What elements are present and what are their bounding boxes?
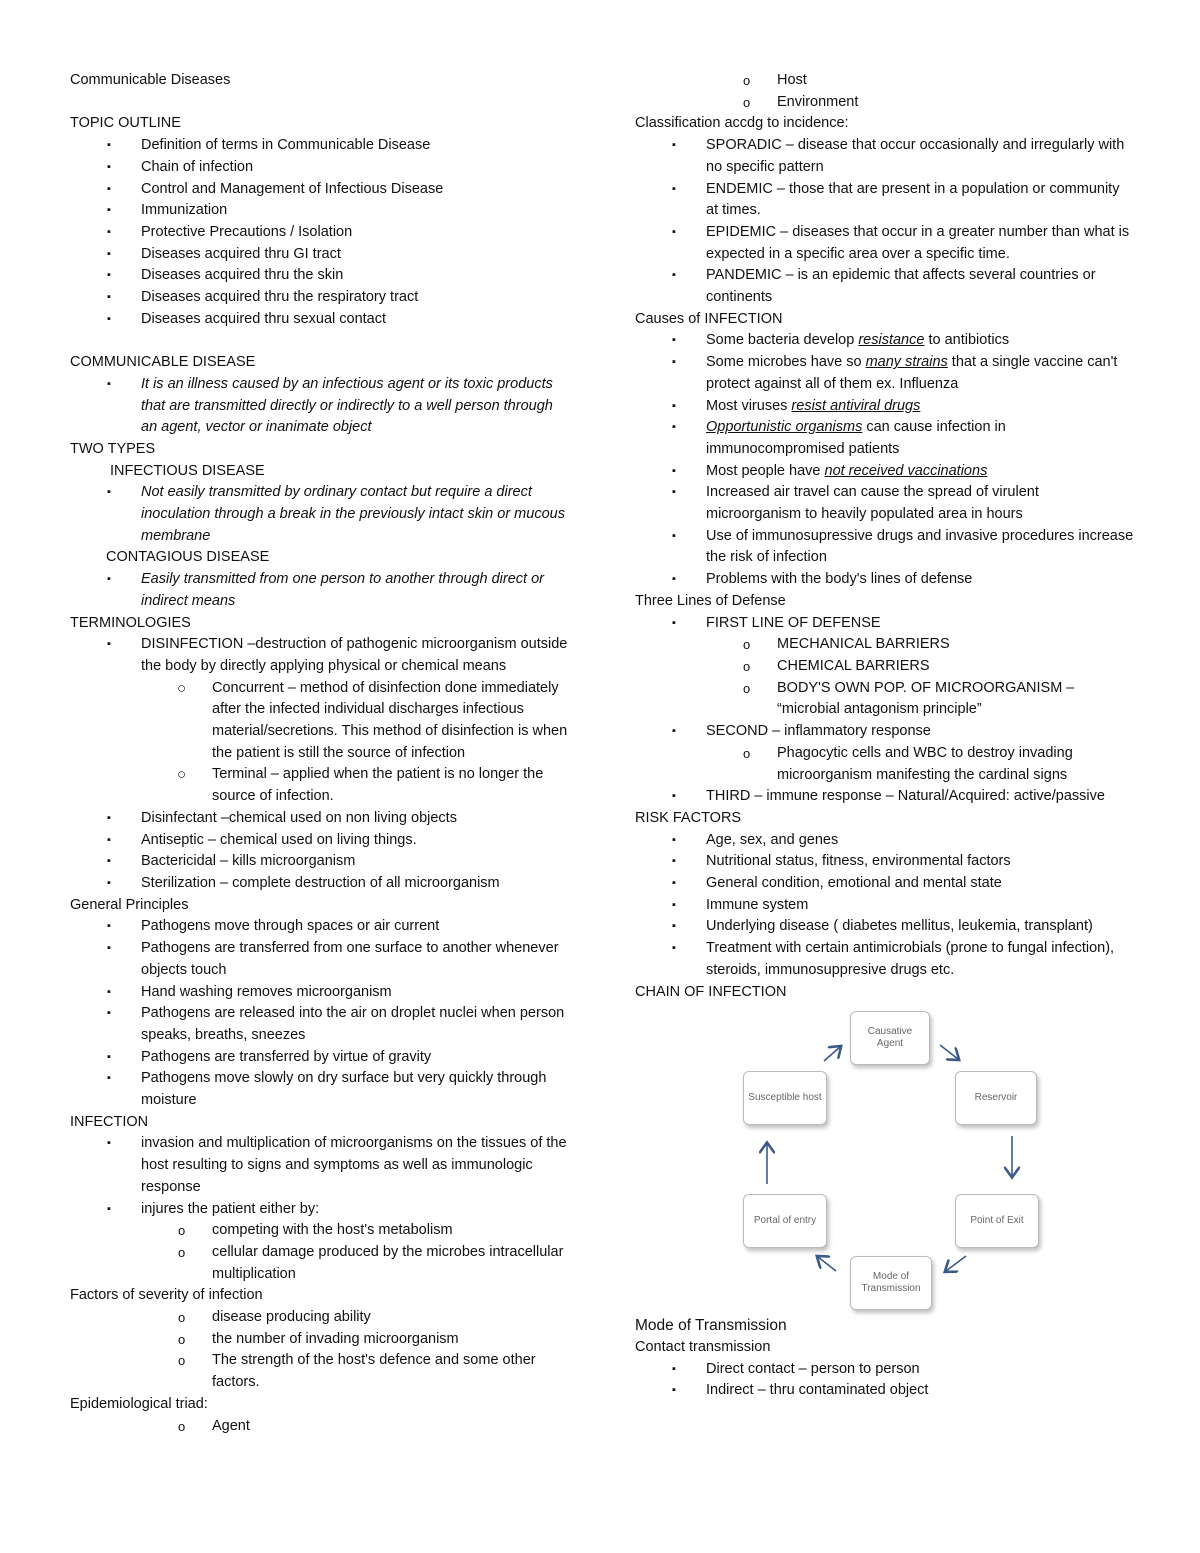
node-susceptible-host: Susceptible host — [743, 1071, 827, 1125]
cause-item: ▪ Opportunistic organisms can cause infection in immunocompromised patients — [672, 419, 1006, 457]
ring-bullet-icon: ○ — [177, 679, 187, 697]
infection-definition: ▪ invasion and multiplication of microorganisms on the tissues of the host resulting to signs and symptoms as well as immunologic response — [107, 1135, 567, 1195]
left-column — [70, 70, 570, 1437]
bullet-icon: ▪ — [107, 811, 111, 824]
bullet-icon: ▪ — [107, 985, 111, 998]
bullet-icon: ▪ — [107, 160, 111, 173]
bullet-icon: ▪ — [672, 399, 676, 412]
bullet-icon: ▪ — [672, 225, 676, 238]
defense-item: ▪ SECOND – inflammatory response — [635, 721, 1135, 743]
risk-heading: RISK FACTORS — [635, 809, 742, 826]
bullet-icon: ▪ — [672, 139, 676, 152]
bullet-icon: ▪ — [107, 920, 111, 933]
bullet-icon: ▪ — [672, 1362, 676, 1375]
bullet-icon: ▪ — [672, 421, 676, 434]
classification-heading: Classification accdg to incidence: — [635, 115, 849, 132]
terminologies-heading: TERMINOLOGIES — [70, 614, 191, 631]
risk-item: ▪ Age, sex, and genes — [635, 830, 1135, 852]
o-bullet-icon: o — [743, 745, 751, 761]
transmission-sub: Contact transmission — [635, 1338, 771, 1355]
bullet-icon: ▪ — [107, 269, 111, 282]
o-bullet-icon: o — [178, 1418, 186, 1434]
node-causative-agent: Causative Agent — [850, 1011, 930, 1065]
term-item: ▪ DISINFECTION –destruction of pathogenic microorganism outside the body by directly applying physical or chemical means — [107, 636, 568, 674]
classification-item: ▪ EPIDEMIC – diseases that occur in a greater number than what is expected in a specific area over a specific time. — [672, 223, 1130, 262]
bullet-icon: ▪ — [107, 876, 111, 889]
severity-heading: Factors of severity of infection — [70, 1287, 263, 1304]
infection-heading: INFECTION — [70, 1113, 149, 1130]
infection-subitem: o competing with the host's metabolism — [70, 1220, 570, 1242]
severity-item: o disease producing ability — [70, 1307, 570, 1329]
triad-item: o Host — [635, 70, 1135, 92]
triad-item: o Agent — [70, 1416, 570, 1438]
arrow-agent-to-reservoir — [940, 1045, 958, 1059]
defense-item: ▪ THIRD – immune response – Natural/Acquired: active/passive — [635, 786, 1135, 808]
node-point-of-exit: Point of Exit — [955, 1194, 1039, 1248]
bullet-icon: ▪ — [107, 225, 111, 238]
chain-arrows — [740, 1011, 1050, 1311]
transmission-heading: Mode of Transmission — [635, 1317, 787, 1335]
bullet-icon: ▪ — [672, 855, 676, 868]
cause-item: ▪ Some bacteria develop resistance to antibiotics — [635, 330, 1135, 352]
defense-subitem: o MECHANICAL BARRIERS — [635, 634, 1135, 656]
defense-item: ▪ FIRST LINE OF DEFENSE — [635, 613, 1135, 635]
risk-item: ▪ General condition, emotional and mental state — [635, 873, 1135, 895]
node-mode-of-transmission: Mode of Transmission — [850, 1256, 932, 1310]
triad-heading: Epidemiological triad: — [70, 1395, 208, 1412]
principle-item: ▪ Pathogens are transferred from one surface to another whenever objects touch — [107, 940, 559, 978]
bullet-icon: ▪ — [107, 182, 111, 195]
risk-item: ▪ Immune system — [635, 895, 1135, 917]
term-subitem: ○ Concurrent – method of disinfection done immediately after the infected individual discharges infectious material/secretions. This method of disinfection is when the patient is still the source of infection — [177, 679, 568, 761]
bullet-icon: ▪ — [672, 833, 676, 846]
two-types-heading: TWO TYPES — [70, 440, 156, 457]
o-bullet-icon: o — [178, 1310, 186, 1326]
cause-item: ▪ Use of immunosupressive drugs and invasive procedures increase the risk of infection — [672, 527, 1134, 566]
principle-item: ▪ Pathogens move slowly on dry surface but very quickly through moisture — [107, 1070, 547, 1109]
causes-heading: Causes of INFECTION — [635, 310, 783, 327]
bullet-icon: ▪ — [672, 464, 676, 477]
term-item: ▪ Sterilization – complete destruction of all microorganism — [70, 873, 570, 895]
classification-item: ▪ ENDEMIC – those that are present in a population or community at times. — [672, 180, 1120, 219]
o-bullet-icon: o — [743, 680, 751, 696]
bullet-icon: ▪ — [672, 920, 676, 933]
topic-outline-item: ▪ Diseases acquired thru the skin — [70, 265, 570, 287]
bullet-icon: ▪ — [672, 725, 676, 738]
o-bullet-icon: o — [743, 94, 751, 110]
cause-item: ▪ Some microbes have so many strains that a single vaccine can't protect against all of them ex. Influenza — [672, 354, 1118, 392]
topic-outline-item: ▪ Diseases acquired thru the respiratory tract — [70, 287, 570, 309]
bullet-icon: ▪ — [672, 942, 676, 955]
o-bullet-icon: o — [743, 637, 751, 653]
bullet-icon: ▪ — [672, 356, 676, 369]
term-subitem: ○ Terminal – applied when the patient is no longer the source of infection. — [177, 766, 544, 805]
cause-item: ▪ Increased air travel can cause the spread of virulent microorganism to heavily populated area in hours — [672, 484, 1039, 523]
bullet-icon: ▪ — [107, 833, 111, 846]
bullet-icon: ▪ — [107, 139, 111, 152]
classification-item: ▪ PANDEMIC – is an epidemic that affects several countries or continents — [672, 267, 1096, 306]
bullet-icon: ▪ — [107, 1072, 111, 1085]
defense-subitem: o CHEMICAL BARRIERS — [635, 656, 1135, 678]
risk-item: ▪ Nutritional status, fitness, environmental factors — [635, 851, 1135, 873]
topic-outline-item: ▪ Control and Management of Infectious Disease — [70, 179, 570, 201]
bullet-icon: ▪ — [107, 1007, 111, 1020]
o-bullet-icon: o — [178, 1223, 186, 1239]
contagious-text: ▪ Easily transmitted from one person to another through direct or indirect means — [107, 571, 544, 609]
principle-item: ▪ Pathogens are transferred by virtue of gravity — [70, 1047, 570, 1069]
general-principles-heading: General Principles — [70, 896, 189, 913]
chain-of-infection-diagram — [740, 1011, 1050, 1311]
defense-subitem: o Phagocytic cells and WBC to destroy invading microorganism manifesting the cardinal signs — [743, 744, 1073, 783]
node-reservoir: Reservoir — [955, 1071, 1037, 1125]
infection-injures: ▪ injures the patient either by: — [70, 1199, 570, 1221]
bullet-icon: ▪ — [107, 942, 111, 955]
bullet-icon: ▪ — [107, 377, 111, 390]
triad-item: o Environment — [635, 92, 1135, 114]
bullet-icon: ▪ — [107, 1050, 111, 1063]
term-item: ▪ Disinfectant –chemical used on non living objects — [70, 808, 570, 830]
bullet-icon: ▪ — [107, 638, 111, 651]
bullet-icon: ▪ — [672, 486, 676, 499]
risk-item: ▪ Treatment with certain antimicrobials (prone to fungal infection), steroids, immunosuppresive drugs etc. — [672, 940, 1115, 978]
bullet-icon: ▪ — [672, 1384, 676, 1397]
infectious-text: ▪ Not easily transmitted by ordinary contact but require a direct inoculation through a break in the previously intact skin or mucous membrane — [107, 484, 565, 544]
ring-bullet-icon: ○ — [177, 766, 187, 784]
communicable-definition: ▪ It is an illness caused by an infectious agent or its toxic products that are transmitted directly or indirectly to a well person through an agent, vector or inanimate object — [107, 375, 553, 436]
topic-outline-item: ▪ Diseases acquired thru sexual contact — [70, 309, 570, 331]
principle-item: ▪ Pathogens are released into the air on droplet nuclei when person speaks, breaths, sneezes — [107, 1005, 565, 1043]
o-bullet-icon: o — [743, 73, 751, 88]
transmission-item: ▪ Indirect – thru contaminated object — [635, 1380, 1135, 1402]
topic-outline-item: ▪ Protective Precautions / Isolation — [70, 222, 570, 244]
bullet-icon: ▪ — [672, 790, 676, 803]
bullet-icon: ▪ — [107, 1137, 111, 1150]
node-portal-of-entry: Portal of entry — [743, 1194, 827, 1248]
term-item: ▪ Antiseptic – chemical used on living things. — [70, 830, 570, 852]
infection-subitem: o cellular damage produced by the microbes intracellular multiplication — [178, 1243, 564, 1282]
bullet-icon: ▪ — [107, 247, 111, 260]
bullet-icon: ▪ — [672, 269, 676, 282]
o-bullet-icon: o — [178, 1244, 186, 1260]
arrow-exit-to-mode — [946, 1256, 966, 1271]
bullet-icon: ▪ — [107, 291, 111, 304]
bullet-icon: ▪ — [107, 312, 111, 325]
right-column — [635, 70, 1135, 1402]
defense-subitem: o BODY'S OWN POP. OF MICROORGANISM – “microbial antagonism principle” — [743, 679, 1075, 718]
topic-outline-heading: TOPIC OUTLINE — [70, 115, 181, 132]
classification-item: ▪ SPORADIC – disease that occur occasionally and irregularly with no specific pattern — [672, 137, 1125, 175]
o-bullet-icon: o — [743, 658, 751, 674]
topic-outline-item: ▪ Definition of terms in Communicable Disease — [70, 135, 570, 157]
cause-item: ▪ Most people have not received vaccinations — [635, 461, 1135, 483]
o-bullet-icon: o — [178, 1331, 186, 1347]
bullet-icon: ▪ — [672, 616, 676, 629]
severity-item: o The strength of the host's defence and some other factors. — [178, 1352, 536, 1391]
topic-outline-item: ▪ Diseases acquired thru GI tract — [70, 244, 570, 266]
arrow-mode-to-entry — [818, 1257, 836, 1271]
term-item: ▪ Bactericidal – kills microorganism — [70, 851, 570, 873]
bullet-icon: ▪ — [672, 182, 676, 195]
bullet-icon: ▪ — [107, 204, 111, 217]
arrow-host-to-agent — [824, 1047, 840, 1061]
transmission-item: ▪ Direct contact – person to person — [635, 1359, 1135, 1381]
risk-item: ▪ Underlying disease ( diabetes mellitus, leukemia, transplant) — [635, 916, 1135, 938]
defense-heading: Three Lines of Defense — [635, 592, 786, 609]
infectious-heading: INFECTIOUS DISEASE — [110, 462, 265, 479]
principle-item: ▪ Pathogens move through spaces or air current — [70, 916, 570, 938]
bullet-icon: ▪ — [672, 529, 676, 542]
chain-heading: CHAIN OF INFECTION — [635, 983, 787, 1000]
cause-item: ▪ Problems with the body's lines of defense — [635, 569, 1135, 591]
bullet-icon: ▪ — [672, 877, 676, 890]
topic-outline-item: ▪ Immunization — [70, 200, 570, 222]
bullet-icon: ▪ — [672, 573, 676, 586]
principle-item: ▪ Hand washing removes microorganism — [70, 982, 570, 1004]
bullet-icon: ▪ — [107, 486, 111, 499]
bullet-icon: ▪ — [107, 855, 111, 868]
communicable-heading: COMMUNICABLE DISEASE — [70, 354, 256, 371]
contagious-heading: CONTAGIOUS DISEASE — [106, 549, 270, 566]
o-bullet-icon: o — [178, 1353, 186, 1369]
document-title: Communicable Diseases — [70, 72, 231, 88]
bullet-icon: ▪ — [672, 334, 676, 347]
topic-outline-item: ▪ Chain of infection — [70, 157, 570, 179]
cause-item: ▪ Most viruses resist antiviral drugs — [635, 396, 1135, 418]
severity-item: o the number of invading microorganism — [70, 1329, 570, 1351]
bullet-icon: ▪ — [107, 1202, 111, 1215]
bullet-icon: ▪ — [672, 898, 676, 911]
bullet-icon: ▪ — [107, 573, 111, 586]
